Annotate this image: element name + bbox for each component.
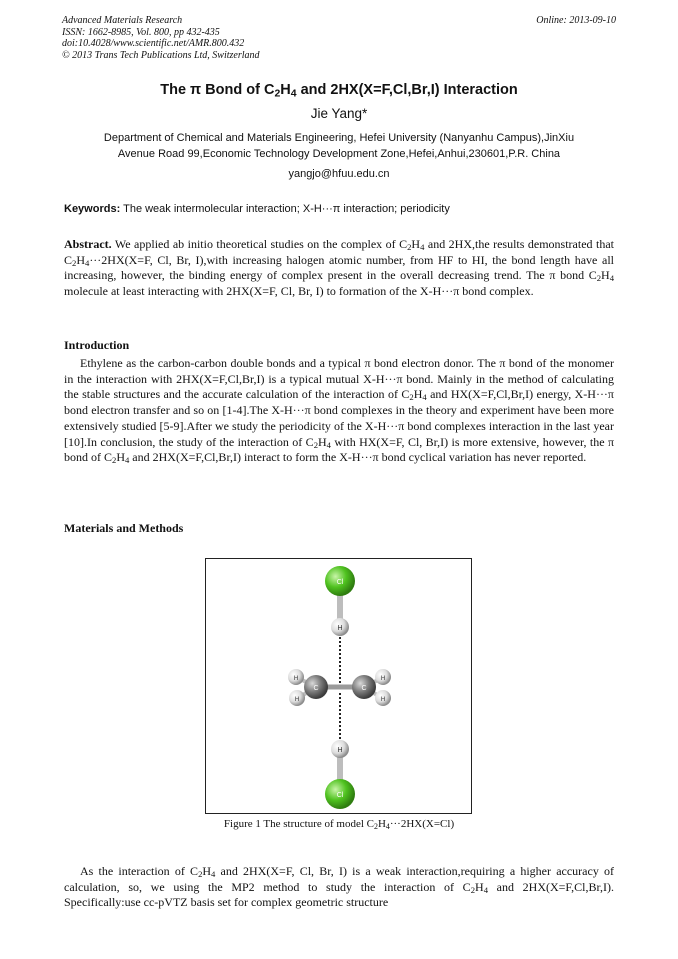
methods-heading: Materials and Methods (64, 521, 184, 535)
author-email[interactable]: yangjo@hfuu.edu.cn (288, 168, 390, 180)
introduction-paragraph: Ethylene as the carbon-carbon double bonds and a typical π bond electron donor. The π bond of the monomer in the interaction with 2HX(X=F,Cl,Br,I) is a typical mutual X-H···π bond. Mainly in the method of calculating the stable structures and the accurate calculation of the interaction of $C_2H_4$ and HX(X=F,Cl,Br,I) energy, X-H···π bond electron transfer and so on [1-4].The X-H···π bond complexes in the theory and experiment have been more extensively studied [5-9].After we study the periodicity of the X-H···π bond complexes interaction in the last year [10].In conclusion, the study of the interaction of $C_2H_4$ with HX(X=F, Cl, Br,I) is more extensive, however, the π bond of $C_2H_4$ and 2HX(X=F,Cl,Br,I) interact to form the X-H···π bond cyclical variation has never reported. (64, 356, 615, 466)
hydrogen-atom-ethylene-2 (289, 690, 305, 706)
chlorine-atom-bottom (325, 779, 355, 809)
keywords-label: Keywords: (64, 203, 121, 215)
svg-text:H: H (380, 697, 386, 703)
svg-text:H: H (337, 747, 343, 754)
svg-text:H: H (293, 676, 299, 682)
figure-1-caption: Figure 1 The structure of model $C_2H_4\cdot\cdot\cdot 2HX(X=Cl)$ (223, 818, 455, 831)
figure-1-molecule (205, 558, 472, 814)
svg-text:Cl: Cl (336, 579, 344, 586)
carbon-atom-left (304, 675, 328, 699)
issn-line: ISSN: 1662-8985, Vol. 800, pp 432-435 (62, 26, 220, 38)
journal-name: Advanced Materials Research (62, 15, 183, 26)
paper-title: The π Bond of $C_2H_4$ and 2HX(X=F,Cl,Br,I) Interaction (160, 82, 518, 100)
keywords-text: The weak intermolecular interaction; X-H···π interaction; periodicity (120, 203, 450, 215)
abstract: Abstract. We applied ab initio theoretical studies on the complex of $C_2H_4$ and 2HX,the results demonstrated that $C_2H_4\cdot\cdot\cdot 2HX(X=F$, Cl, Br, I),with increasing halogen atomic number, from HF to HI, the bond length have all increasing, however, the binding energy of complex present in the overall decreasing trend. The π bond $C_2H_4$ molecule at least interacting with 2HX(X=F, Cl, Br, I) to formation of the X-H···π bond complex. (64, 237, 614, 299)
chlorine-atom-top (325, 566, 355, 596)
introduction-heading: Introduction (64, 338, 130, 352)
methods-paragraph: As the interaction of $C_2H_4$ and 2HX(X=F, Cl, Br, I) is a weak interaction,requiring a higher accuracy of calculation, so, we using the MP2 method to study the interaction of $C_2H_4$ and 2HX(X=F,Cl,Br,I). Specifically:use cc-pVTZ basis set for complex geometric structure (64, 864, 614, 910)
svg-text:H: H (337, 625, 343, 632)
running-header (62, 15, 616, 61)
molecule-diagram (206, 559, 471, 813)
keywords (64, 203, 616, 215)
hydrogen-atom-ethylene-1 (288, 669, 304, 685)
online-date: Online: 2013-09-10 (536, 15, 616, 26)
affiliation: Department of Chemical and Materials Engineering, Hefei University (Nanyanhu Campus),JinXiu Avenue Road 99,Economic Technology Development Zone,Hefei,Anhui,230601,P.R. China (103, 132, 575, 160)
doi-line: doi:10.4028/www.scientific.net/AMR.800.432 (62, 38, 245, 49)
svg-text:H: H (294, 697, 300, 703)
carbon-atom-right (352, 675, 376, 699)
author-name: Jie Yang* (310, 106, 368, 121)
svg-text:C: C (313, 685, 319, 692)
abstract-label: Abstract. (64, 237, 112, 251)
hydrogen-atom-bottom (331, 740, 349, 758)
hydrogen-atom-top (331, 618, 349, 636)
svg-text:Cl: Cl (336, 792, 344, 799)
hydrogen-atom-ethylene-3 (375, 669, 391, 685)
svg-text:H: H (380, 676, 386, 682)
hydrogen-atom-ethylene-4 (375, 690, 391, 706)
copyright-line: © 2013 Trans Tech Publications Ltd, Switzerland (62, 49, 260, 61)
svg-text:C: C (361, 685, 367, 692)
